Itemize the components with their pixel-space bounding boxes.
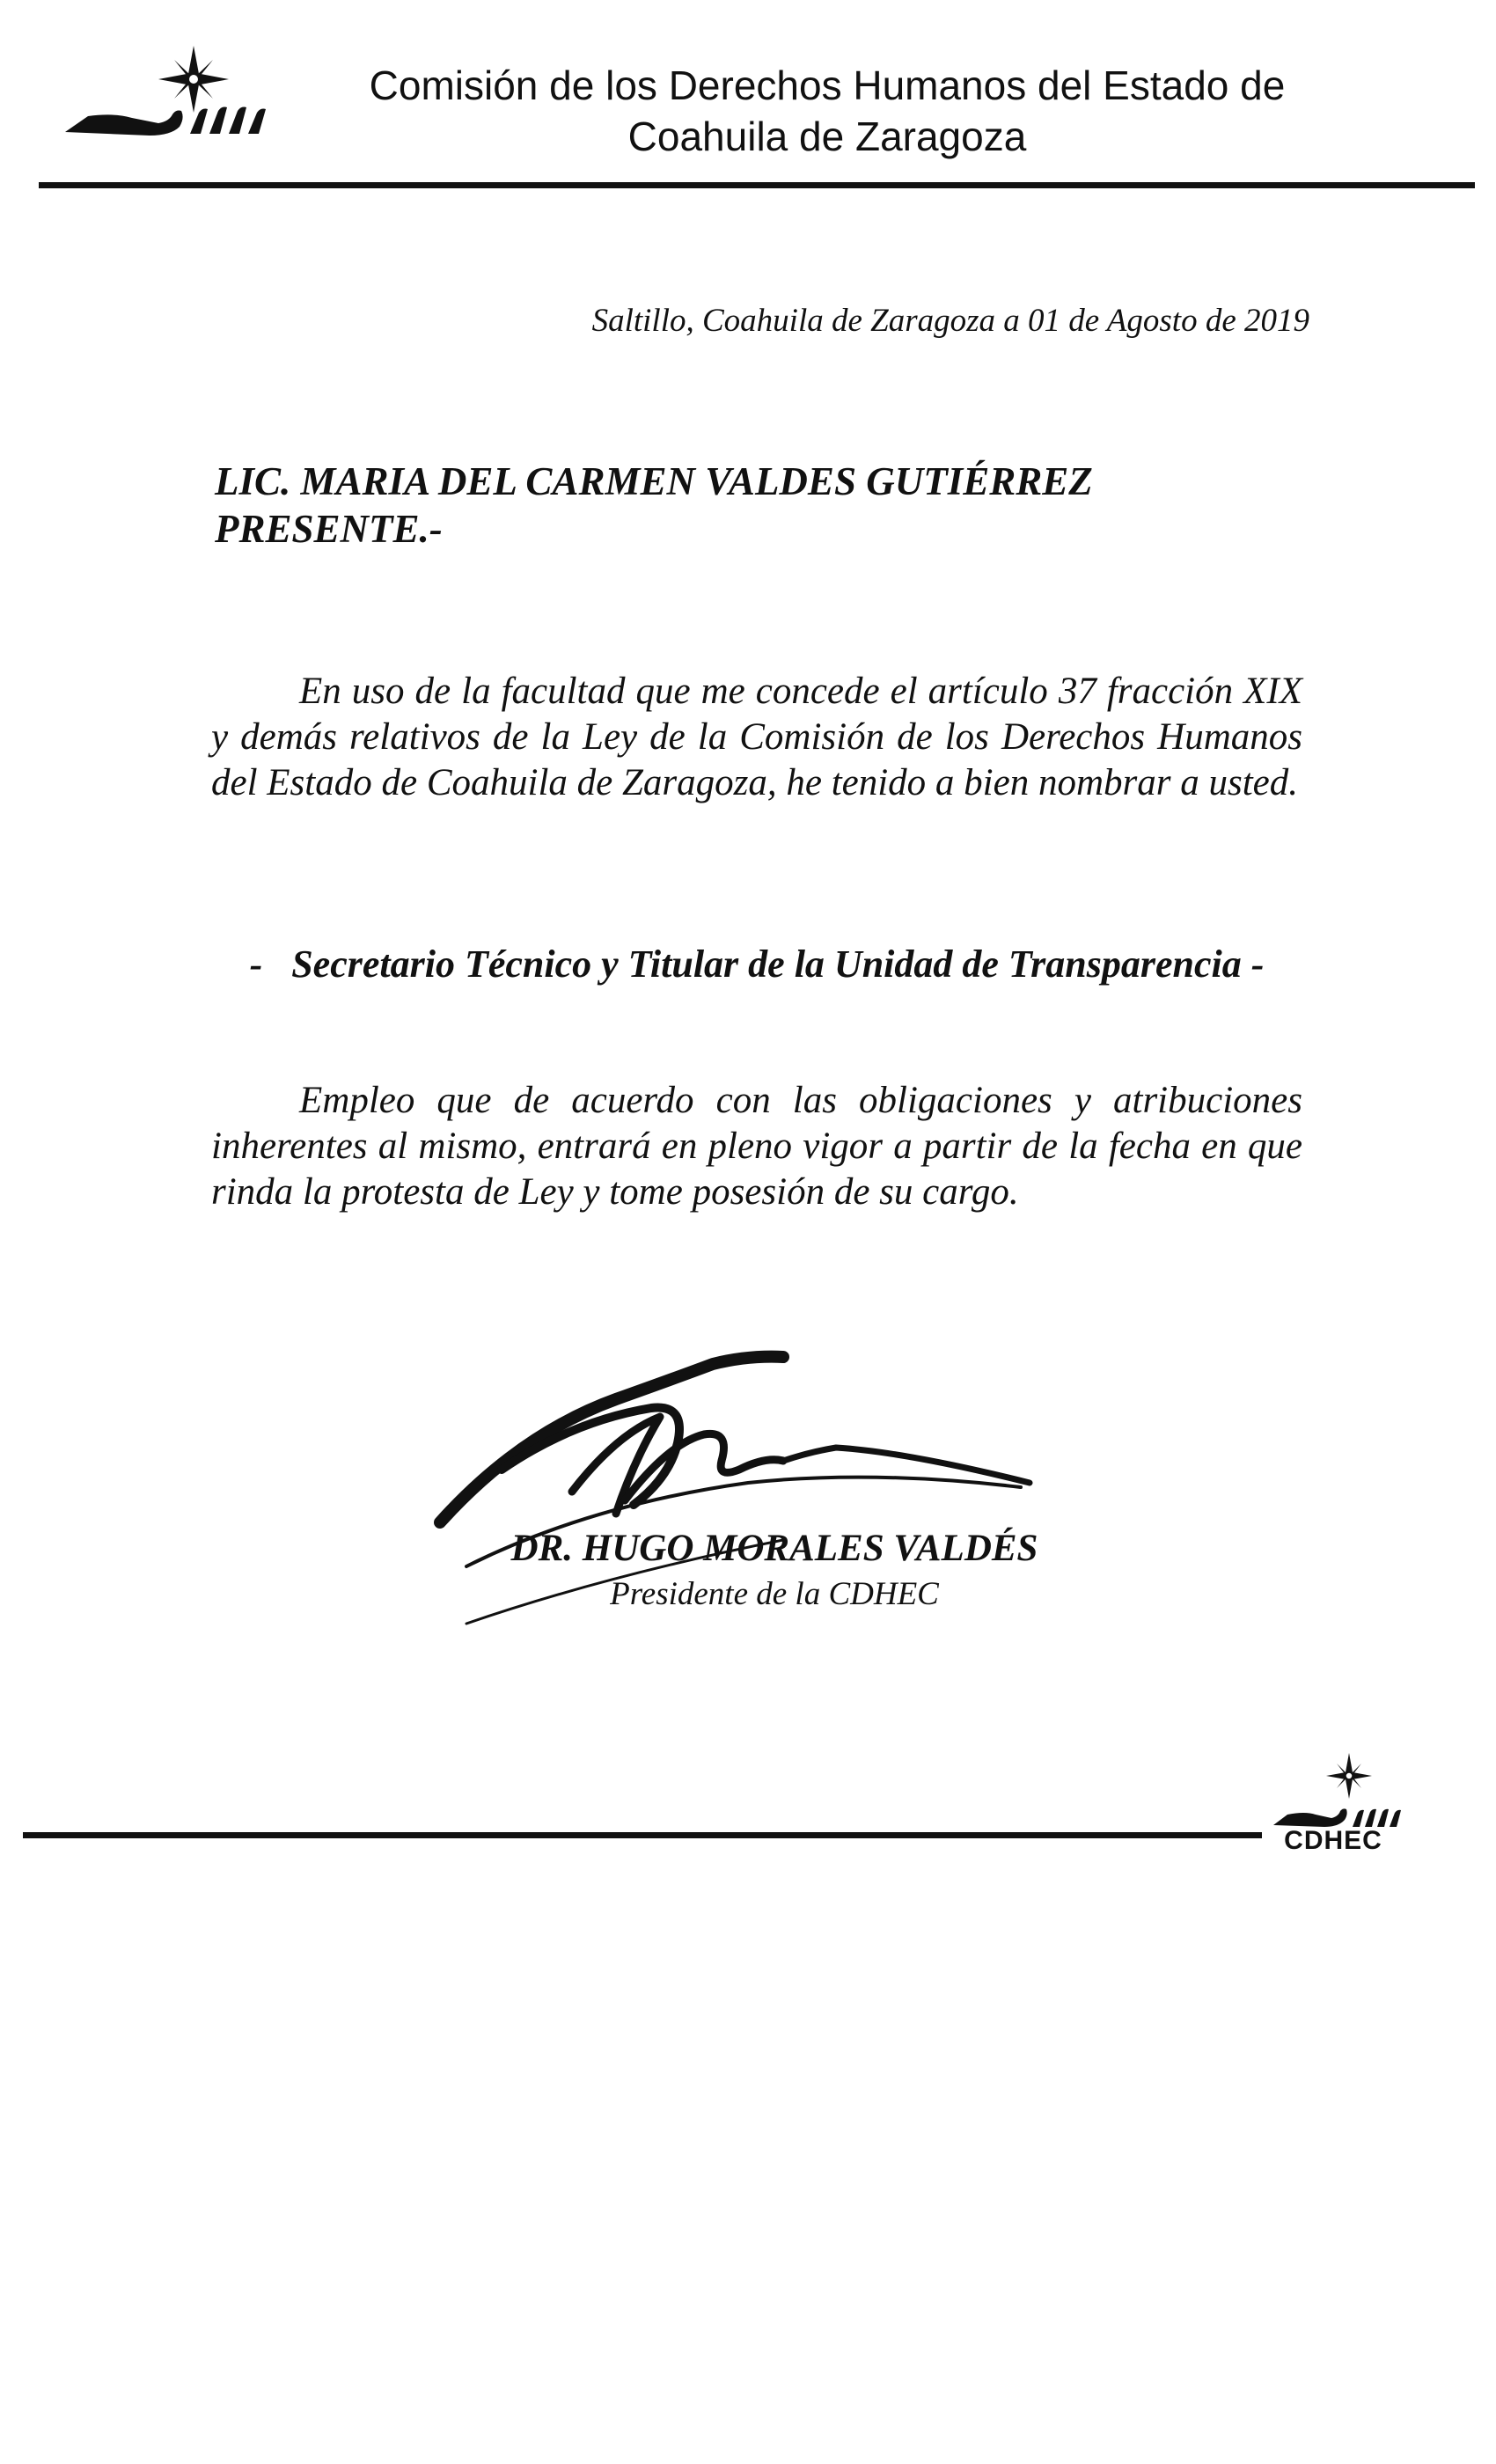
- body-paragraph-1-text: En uso de la facultad que me concede el artículo 37 fracción XIX y demás relativos de la Ley de la Comisión de los Derechos Humanos del Estado de Coahuila de Zaragoza, he tenido a bien nombrar a usted.: [211, 671, 1302, 803]
- recipient-greeting: PRESENTE.-: [215, 507, 443, 551]
- letter-date: Saltillo, Coahuila de Zaragoza a 01 de Agosto de 2019: [591, 303, 1309, 339]
- institution-title: [299, 60, 1355, 162]
- hand-star-logo-icon: [1272, 1751, 1412, 1830]
- recipient-name: LIC. MARIA DEL CARMEN VALDES GUTIÉRREZ: [215, 459, 1093, 503]
- institution-title-line-1: Comisión de los Derechos Humanos del Estado de: [369, 62, 1286, 108]
- footer-abbreviation: CDHEC: [1284, 1826, 1382, 1855]
- appointment-position: - Secretario Técnico y Titular de la Unidad de Transparencia -: [249, 942, 1265, 986]
- body-paragraph-1: [211, 669, 1302, 806]
- institution-title-line-2: Coahuila de Zaragoza: [627, 114, 1027, 159]
- recipient-block: [215, 458, 1359, 553]
- header-divider: [39, 182, 1475, 188]
- body-paragraph-2: [211, 1078, 1302, 1215]
- hand-star-logo-icon: [62, 44, 290, 141]
- signatory-title: Presidente de la CDHEC: [610, 1576, 939, 1612]
- footer-divider: [23, 1832, 1262, 1838]
- signatory-name: DR. HUGO MORALES VALDÉS: [510, 1528, 1038, 1569]
- body-paragraph-2-text: Empleo que de acuerdo con las obligaciones y atribuciones inherentes al mismo, entrará en pleno vigor a partir de la fecha en que rinda la protesta de Ley y tome posesión de su cargo.: [211, 1080, 1302, 1213]
